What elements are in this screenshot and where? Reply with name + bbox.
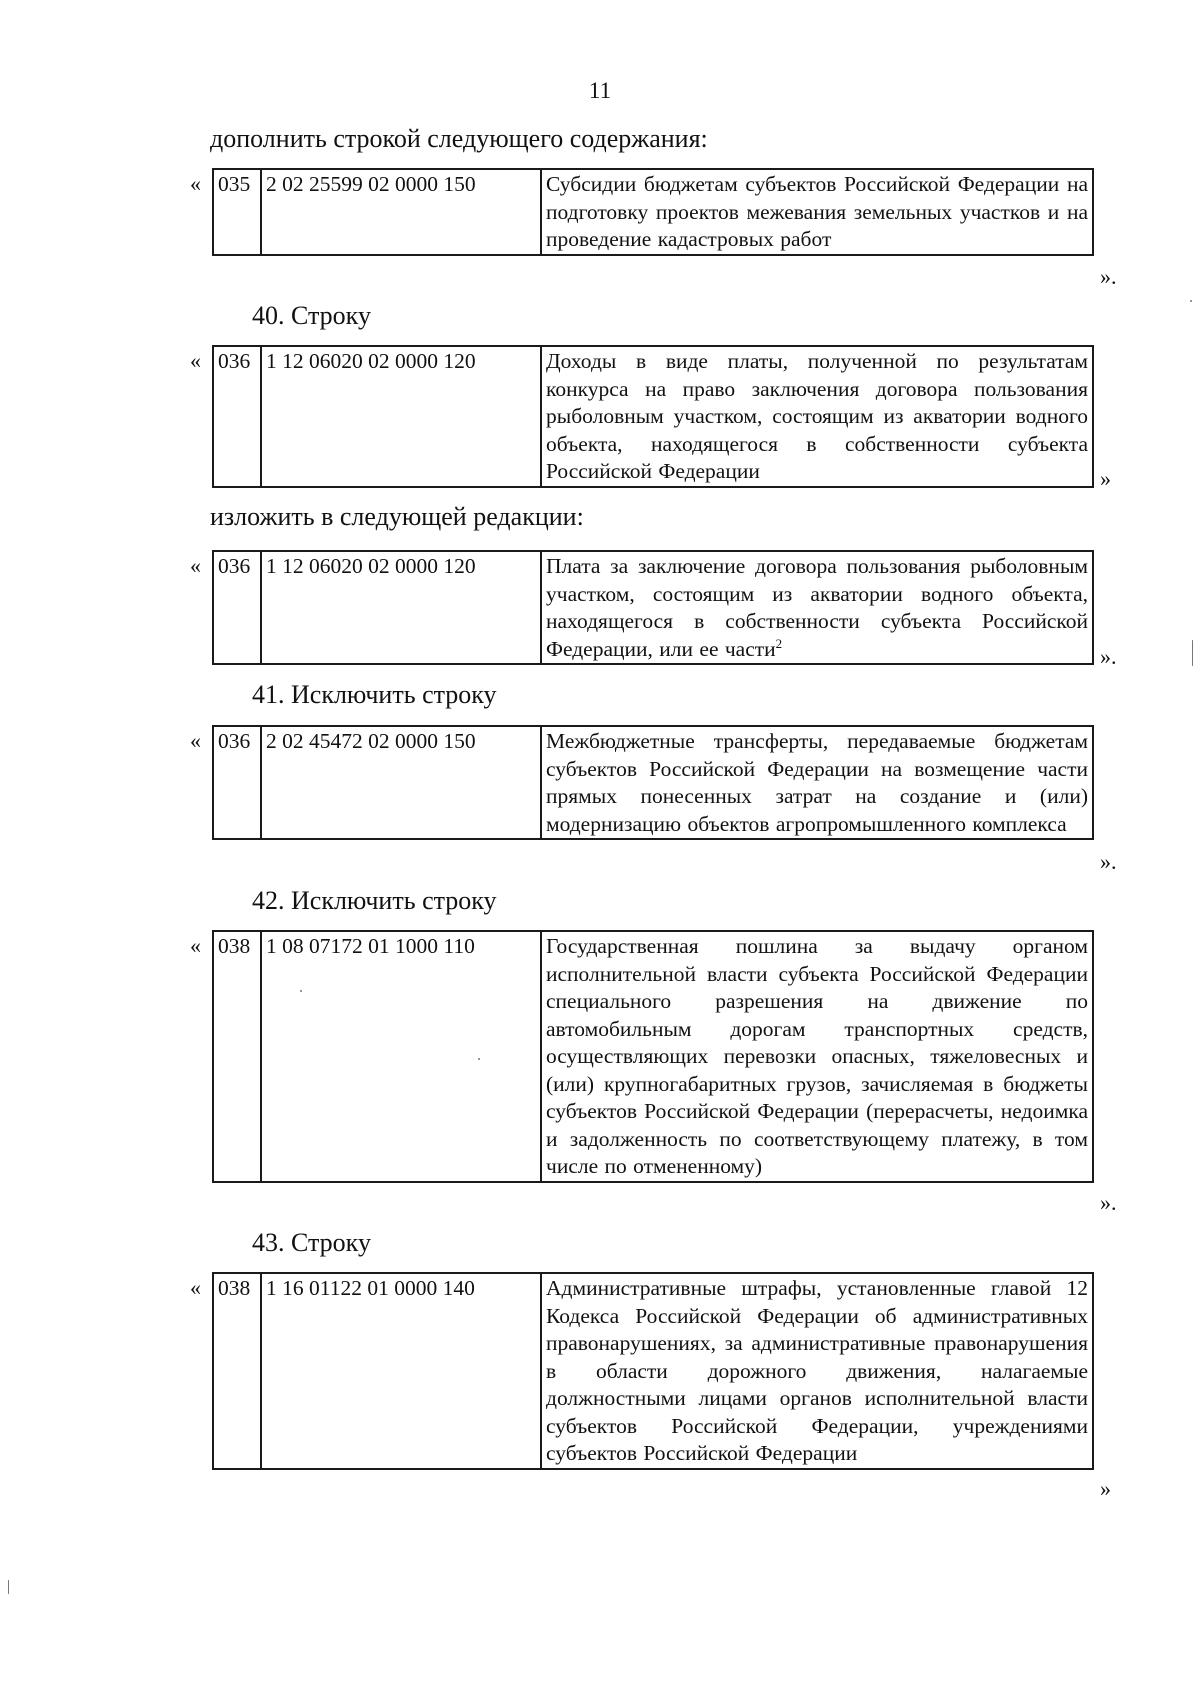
page-number: 11 <box>588 78 612 103</box>
table-row-block <box>190 1272 1130 1500</box>
scan-speck <box>1192 640 1193 666</box>
closing-quote: ». <box>1100 264 1117 289</box>
row-description: Субсидии бюджетам субъектов Российской Федерации на подготовку проектов межевания земельных участков и на проведение кадастровых работ <box>541 169 1093 255</box>
opening-quote: « <box>190 933 201 958</box>
row-kbk: 2 02 25599 02 0000 150 <box>261 169 541 255</box>
closing-quote: ». <box>1100 849 1117 874</box>
row-kbk: 1 12 06020 02 0000 120 <box>261 551 541 664</box>
item-42-heading: 42. Исключить строку <box>252 886 497 915</box>
table-row-block <box>190 550 1130 668</box>
opening-quote: « <box>190 553 201 578</box>
table-row-block <box>190 168 1130 288</box>
table-row <box>212 345 1094 488</box>
footnote-mark: 2 <box>775 635 783 651</box>
row-code: 038 <box>213 931 261 1182</box>
scan-speck <box>300 990 302 992</box>
table-row <box>212 550 1094 665</box>
row-description: Государственная пошлина за выдачу органом исполнительной власти субъекта Российской Федерации специального разрешения на движение по автомобильным дорогам транспортных средств, осуществляющих перевозки опасных, тяжеловесных и (или) крупногабаритных грузов, зачисляемая в бюджеты субъектов Российской Федерации (перерасчеты, недоимка и задолженность по соответствующему платежу, в том числе по отмененному) <box>541 931 1093 1182</box>
row-description: Доходы в виде платы, полученной по результатам конкурса на право заключения договора пользования рыболовным участком, состоящим из акватории водного объекта, находящегося в собственности субъекта Российской Федерации <box>541 346 1093 487</box>
closing-quote: » <box>1100 466 1111 491</box>
row-code: 038 <box>213 1273 261 1469</box>
closing-quote: ». <box>1100 644 1117 669</box>
table-row-block <box>190 930 1130 1214</box>
row-description: Плата за заключение договора пользования рыболовным участком, состоящим из акватории водного объекта, находящегося в собственности субъекта Российской Федерации, или ее части$^2$ <box>541 551 1093 664</box>
edit-instruction-paragraph: изложить в следующей редакции: <box>210 502 584 531</box>
opening-quote: « <box>190 171 201 196</box>
table-row <box>212 168 1094 256</box>
row-code: 036 <box>213 551 261 664</box>
item-43-heading: 43. Строку <box>252 1228 371 1257</box>
opening-quote: « <box>190 348 201 373</box>
table-row-block <box>190 345 1130 490</box>
closing-quote: ». <box>1100 1190 1117 1215</box>
closing-quote: » <box>1100 1476 1111 1501</box>
row-description: Административные штрафы, установленные главой 12 Кодекса Российской Федерации об административных правонарушениях, за административные правонарушения в области дорожного движения, налагаемые должностными лицами органов исполнительной власти субъектов Российской Федерации, учреждениями субъектов Российской Федерации <box>541 1273 1093 1469</box>
table-row <box>212 1272 1094 1470</box>
intro-paragraph: дополнить строкой следующего содержания: <box>210 124 708 153</box>
row-code: 036 <box>213 726 261 839</box>
opening-quote: « <box>190 728 201 753</box>
scan-speck <box>8 1580 9 1594</box>
row-description: Межбюджетные трансферты, передаваемые бюджетам субъектов Российской Федерации на возмещение части прямых понесенных затрат на создание и (или) модернизацию объектов агропромышленного комплекса <box>541 726 1093 839</box>
item-41-heading: 41. Исключить строку <box>252 680 497 709</box>
table-row-block <box>190 725 1130 873</box>
table-row <box>212 930 1094 1183</box>
row-kbk: 1 16 01122 01 0000 140 <box>261 1273 541 1469</box>
row-kbk: 2 02 45472 02 0000 150 <box>261 726 541 839</box>
table-row <box>212 725 1094 840</box>
row-code: 036 <box>213 346 261 487</box>
item-40-heading: 40. Строку <box>252 301 371 330</box>
row-code: 035 <box>213 169 261 255</box>
scan-speck <box>1190 300 1192 302</box>
row-kbk: 1 12 06020 02 0000 120 <box>261 346 541 487</box>
row-kbk: 1 08 07172 01 1000 110 <box>261 931 541 1182</box>
scan-speck <box>478 1058 480 1060</box>
opening-quote: « <box>190 1275 201 1300</box>
